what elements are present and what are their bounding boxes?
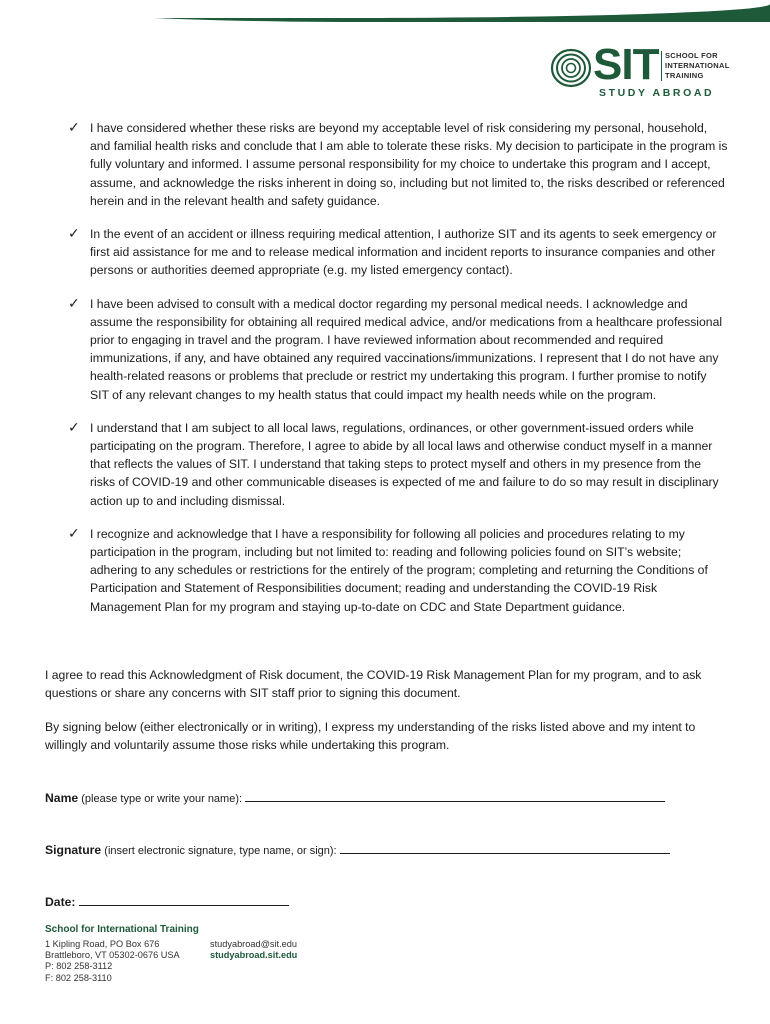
acknowledgment-text: I have been advised to consult with a medical doctor regarding my personal medical needs. I acknowledge and assume the responsibility for obtaining all required medical advice, and/or medications from a healthcare professional prior to engaging in travel and the program. I have reviewed information about recommended and required immunizations, if any, and have obtained any required vaccinations/immunizations. I represent that I do not have any health-related reasons or problems that preclude or restrict my undertaking this program. I further promise to notify SIT of any relevant changes to my health status that could impact my health needs while on the program. [90,296,723,402]
name-hint: (please type or write your name): [78,793,243,805]
logo-school-name [665,51,745,81]
logo-school-line: SCHOOL FOR [665,51,718,60]
footer [45,924,345,983]
checkmark-icon: ✓ [68,120,80,136]
sit-globe-icon [549,45,599,91]
acknowledgment-text: I understand that I am subject to all local laws, regulations, ordinances, or other government-issued orders while participating on the program. Therefore, I agree to abide by all local laws and otherwise conduct myself in a manner that reflects the values of SIT. I understand that taking steps to protect myself and others in my presence from the risks of COVID-19 and other communicable diseases is expected of me and failure to do so may result in disciplinary action up to and including dismissal. [90,420,719,508]
signing-paragraph: By signing below (either electronically or in writing), I express my understanding of the risks listed above and my intent to willingly and voluntarily assume those risks while undertaking this program. [45,720,696,753]
name-input-line[interactable] [245,789,665,802]
logo-divider [661,51,662,81]
name-field-row [45,789,665,805]
checkmark-icon: ✓ [68,295,80,312]
footer-address-line: Brattleboro, VT 05302-0676 USA [45,950,180,961]
acknowledgment-text: In the event of an accident or illness requiring medical attention, I authorize SIT and its agents to seek emergency or first aid assistance for me and to release medical information and incident reports to insurance companies and other persons or authorities deemed appropriate (e.g. my listed emergency contact). [90,227,717,278]
logo-school-line: TRAINING [665,71,704,80]
logo-tagline: STUDY ABROAD [599,87,715,99]
date-input-line[interactable] [79,893,289,906]
acknowledgment-item [68,295,728,404]
acknowledgment-item [68,119,728,210]
acknowledgment-text: I have considered whether these risks are beyond my acceptable level of risk considering my personal, household, and familial health risks and conclude that I am able to tolerate these risks. My decision to participate in the program is fully voluntary and informed. I assume personal responsibility for my choice to undertake this program and I accept, assume, and acknowledge the risks inherent in doing so, including but not limited to, the risks described or referenced herein and in the relevant health and safety guidance. [90,121,728,208]
checkmark-icon: ✓ [68,419,80,436]
footer-phone: P: 802 258-3112 [45,961,113,972]
footer-website-link[interactable]: studyabroad.sit.edu [210,950,298,961]
footer-email-link[interactable]: studyabroad@sit.edu [210,939,297,949]
agree-paragraph: I agree to read this Acknowledgment of Risk document, the COVID-19 Risk Management Plan for my program, and to ask questions or share any concerns with SIT staff prior to signing this document. [45,668,702,701]
checkmark-icon: ✓ [68,525,80,542]
acknowledgment-item [68,225,728,280]
name-label: Name [45,791,79,805]
footer-address-line: 1 Kipling Road, PO Box 676 [45,939,160,949]
date-label: Date: [45,895,76,909]
date-field-row [45,893,289,909]
acknowledgment-list [68,119,728,631]
acknowledgment-text: I recognize and acknowledge that I have a responsibility for following all policies and procedures relating to my participation in the program, including but not limited to: reading and following policies found on SIT’s website; adhering to any schedules or restrictions for the entirely of the program; completing and returning the Conditions of Participation and Statement of Responsibilities document; reading and understanding the COVID-19 Risk Management Plan for my program and staying up-to-date on CDC and State Department guidance. [90,526,708,614]
checkmark-icon: ✓ [68,226,80,243]
signature-label: Signature [45,843,102,857]
footer-fax: F: 802 258-3110 [45,972,112,983]
signature-field-row [45,841,670,857]
acknowledgment-item [68,419,728,510]
signature-input-line[interactable] [340,841,670,854]
acknowledgment-item [68,525,728,616]
header-band [0,0,770,22]
logo-school-line: INTERNATIONAL [665,61,730,70]
sit-logo [549,40,739,101]
footer-address [45,939,180,984]
logo-wordmark: SIT [593,40,659,89]
footer-school-name: School for International Training [45,924,199,935]
footer-contact [210,939,297,961]
signature-hint: (insert electronic signature, type name, or sign): [101,845,337,857]
